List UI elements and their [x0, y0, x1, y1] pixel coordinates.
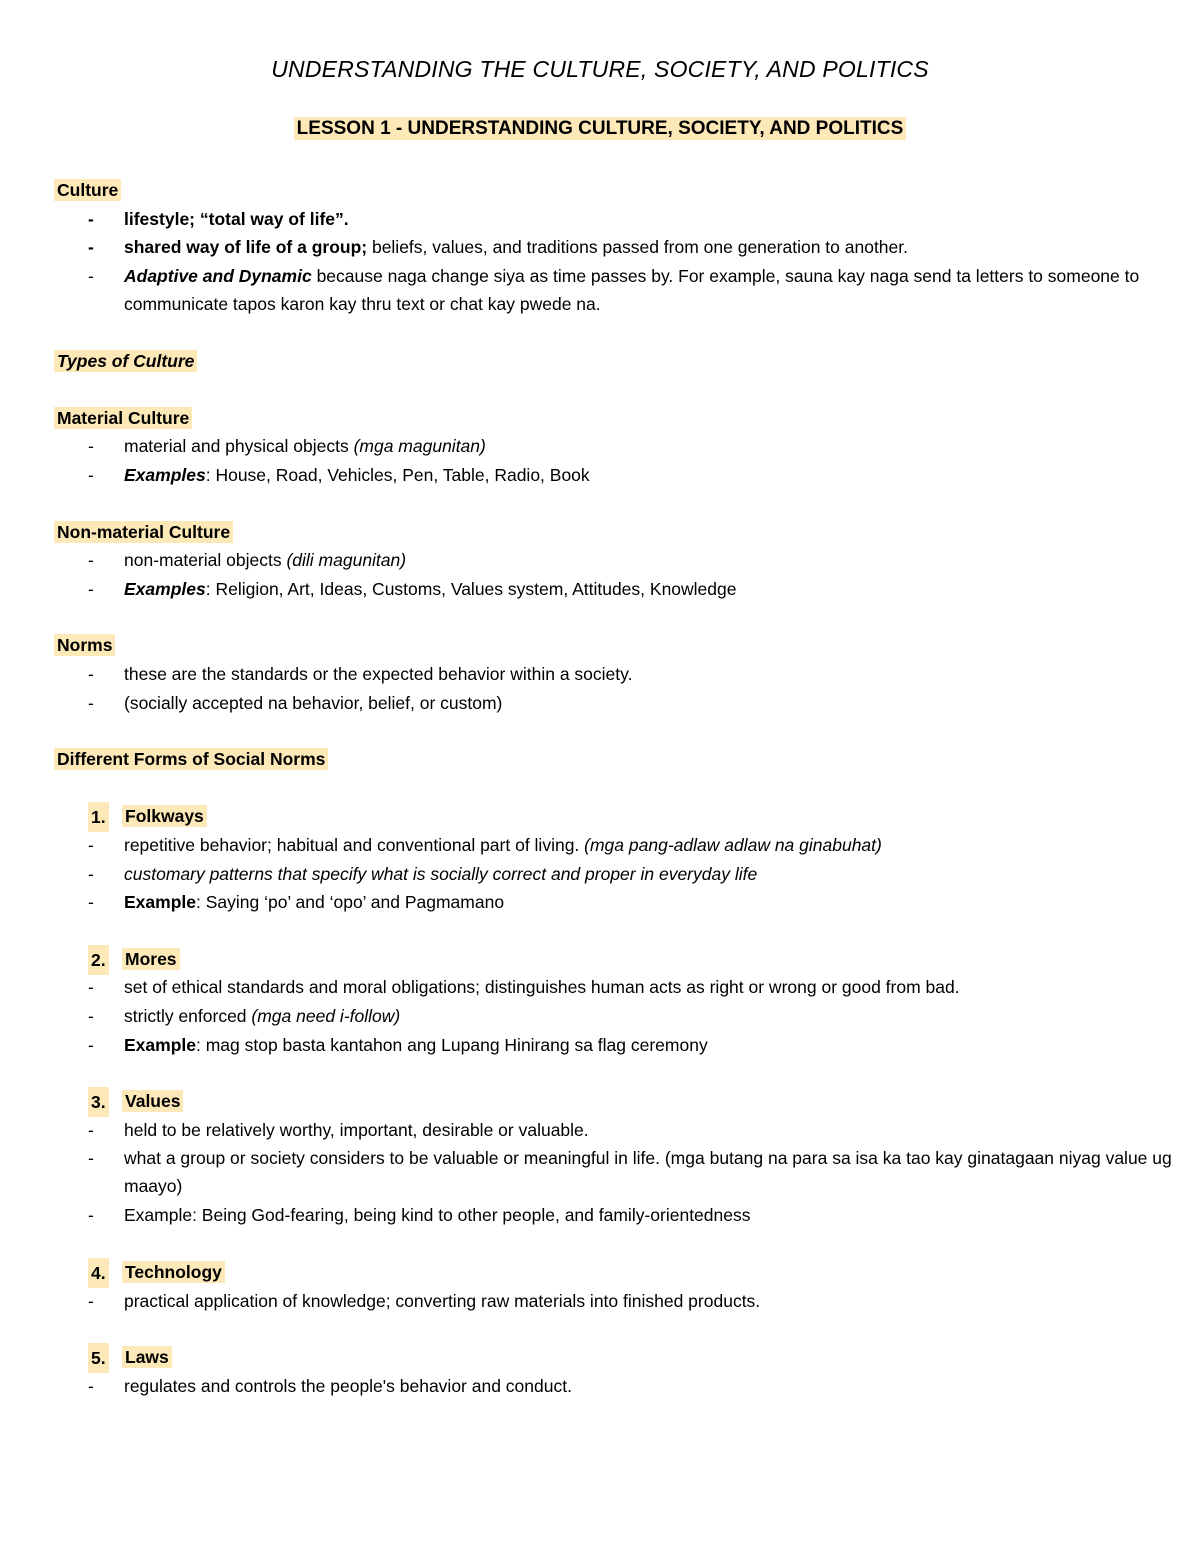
folkways-heading: 1. Folkways — [54, 802, 207, 830]
laws-bullet-1: - regulates and controls the people's behavior and conduct. — [88, 1376, 572, 1396]
document-title: UNDERSTANDING THE CULTURE, SOCIETY, AND POLITICS — [271, 56, 929, 82]
culture-heading: Culture — [54, 176, 121, 204]
values-bullet-2: - what a group or society considers to be valuable or meaningful in life. (mga butang na para sa isa ka tao kay ginatagaan niyag value ug maayo) — [88, 1148, 1172, 1196]
mores-heading: 2. Mores — [54, 945, 180, 973]
nonmaterial-culture-heading: Non-material Culture — [54, 518, 233, 546]
values-bullet-3: - Example: Being God-fearing, being kind to other people, and family-orientedness — [88, 1205, 751, 1225]
types-of-culture-heading: Types of Culture — [54, 347, 197, 375]
technology-heading: 4. Technology — [54, 1258, 225, 1286]
nonmaterial-bullet-2: - Examples: Religion, Art, Ideas, Customs, Values system, Attitudes, Knowledge — [88, 579, 737, 599]
mores-bullet-3: - Example: mag stop basta kantahon ang Lupang Hinirang sa flag ceremony — [88, 1035, 708, 1055]
nonmaterial-bullet-1: - non-material objects (dili magunitan) — [88, 550, 407, 570]
material-culture-heading: Material Culture — [54, 404, 192, 432]
mores-bullet-1: - set of ethical standards and moral obligations; distinguishes human acts as right or wrong or good from bad. — [88, 977, 960, 997]
culture-bullet-1: - lifestyle; “total way of life”. — [88, 209, 349, 229]
material-bullet-2: - Examples: House, Road, Vehicles, Pen, Table, Radio, Book — [88, 465, 590, 485]
values-heading: 3. Values — [54, 1087, 183, 1115]
values-bullet-1: - held to be relatively worthy, important, desirable or valuable. — [88, 1120, 589, 1140]
norms-bullet-2: - (socially accepted na behavior, belief, or custom) — [88, 693, 503, 713]
folkways-bullet-1: - repetitive behavior; habitual and conventional part of living. (mga pang-adlaw adlaw na ginabuhat) — [88, 835, 882, 855]
norms-bullet-1: - these are the standards or the expected behavior within a society. — [88, 664, 633, 684]
folkways-bullet-2: - customary patterns that specify what is socially correct and proper in everyday life — [88, 864, 758, 884]
technology-bullet-1: - practical application of knowledge; converting raw materials into finished products. — [88, 1291, 761, 1311]
lesson-heading: LESSON 1 - UNDERSTANDING CULTURE, SOCIETY, AND POLITICS — [0, 118, 1200, 140]
material-bullet-1: - material and physical objects (mga magunitan) — [88, 436, 486, 456]
mores-bullet-2: - strictly enforced (mga need i-follow) — [88, 1006, 401, 1026]
laws-heading: 5. Laws — [54, 1343, 172, 1371]
folkways-bullet-3: - Example: Saying ‘po’ and ‘opo’ and Pagmamano — [88, 892, 505, 912]
forms-heading: Different Forms of Social Norms — [54, 745, 328, 773]
culture-bullet-3: - Adaptive and Dynamic because naga change siya as time passes by. For example, sauna kay naga send ta letters to someone to communicate tapos karon kay thru text or chat kay pwede na. — [88, 266, 1140, 314]
norms-heading: Norms — [54, 631, 115, 659]
culture-bullet-2: - shared way of life of a group; beliefs, values, and traditions passed from one generation to another. — [88, 237, 908, 257]
